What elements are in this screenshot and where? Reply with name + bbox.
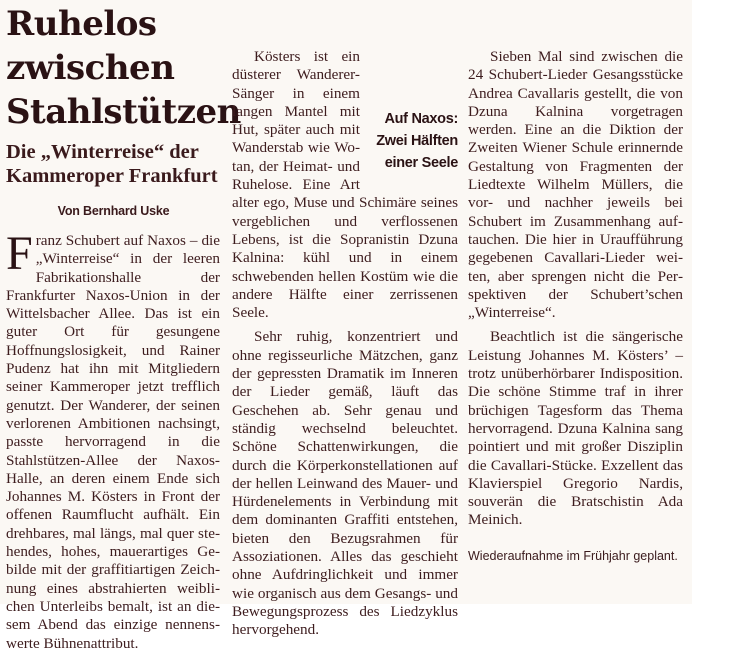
- pull-quote: Auf Naxos: Zwei Hälften einer Seele: [376, 111, 458, 171]
- article-paragraph: Beachtlich ist die sängerische Leistung Johannes M. Kösters’ – trotz unüberhörbarer Indisposition. Die schöne Stimme traf in ihrer brüchigen Tagesform das Thema hervorragend. Dzuna Kalnina sang pointiert und mit großer Disziplin die Cavallari-Stücke. Exzellent das Klavierspiel Gregorio Nardis, souverän die Bratschistin Ada Meinich.: [468, 328, 683, 529]
- article-subheadline: Die „Winterreise“ der Kammeroper Frankfurt: [6, 141, 218, 187]
- article-headline: Ruhelos zwischen Stahlstützen: [6, 4, 241, 132]
- article-paragraph: Sehr ruhig, konzentriert und ohne regisseurliche Mätzchen, ganz der gepressten Dramatik im Inneren der Lieder gemäß, läuft das Geschehen ab. Sehr genau und ständig wechselnd beleuchtet. Schöne Schattenwirkungen, die durch die Körperkonstellationen auf der hellen Leinwand des Mauer- und Hürdenelements in Verbindung mit dem dominanten Graffiti entstehen, bieten den Bezugsrahmen für Assoziationen. Alles das geschieht ohne Aufdringlichkeit und immer wie organisch aus dem Gesangs- und Bewegungsprozess des Liedzyklus hervorgehend.: [232, 328, 458, 639]
- drop-cap: F: [6, 227, 33, 280]
- article-footnote: Wiederaufnahme im Frühjahr geplant.: [468, 548, 678, 563]
- article-byline: Von Bernhard Uske: [57, 204, 170, 218]
- article-column-1: [6, 227, 220, 653]
- article-paragraph: Franz Schubert auf Naxos – die „Winterreise“ in der leeren Fabrikationshalle der Frankfurter Naxos-Union in der Wittelsbacher Allee. Das ist ein guter Ort für gesungene Hoffnungslosigkeit, und Rainer Pudenz hat ihn mit Mitgliedern seiner Kammeroper jetzt trefflich genutzt. Der Wanderer, der seinen verlorenen Ambitionen nachsingt, passte hervorragend in die Stahlstützen-Allee der Naxos-Halle, an deren einem Ende sich Johannes M. Kösters in Front der offenen Raumflucht aufhält. Ein drehbares, mal längs, mal quer stehendes, hohes, mauerartiges Gebilde mit der graffitiartigen Zeichnung eines abstrahierten weiblichen Unterleibs bemalt, ist an diesem Abend das einzige nennenswerte Bühnenattribut.: [6, 227, 220, 652]
- article-paragraph: Sieben Mal sind zwischen die 24 Schubert-Lieder Gesangsstücke Andrea Cavallaris gestellt, die von Dzuna Kalnina vorgetragen werden. Eine an die Diktion der Zweiten Wiener Schule erinnernde Gestaltung von Fragmenten der Liedtexte Wilhelm Müllers, die vor- und nachher jeweils bei Schubert im Zusammenhang auftauchen. Die hier in Uraufführung gegebenen Cavallari-Lieder weiten, aber sprengen nicht die Perspektiven der Schubert’schen „Winterreise“.: [468, 48, 683, 322]
- article-column-2: [232, 48, 458, 640]
- article-column-3: [468, 48, 683, 564]
- article-paragraph: Kösters ist ein düsterer Wanderer-Sänger in einem langen Mantel mit Hut, später auch mit Wanderstab wie Wotan, der Heimat- und Ruhelose. Eine Art alter ego, Muse und Schimäre seines vergeblichen und verflossenen Lebens, ist die Sopranistin Dzuna Kalnina: kühl und in einem schwebenden hellen Kostüm wie die andere Hälfte einer zerrissenen Seele.: [232, 48, 458, 322]
